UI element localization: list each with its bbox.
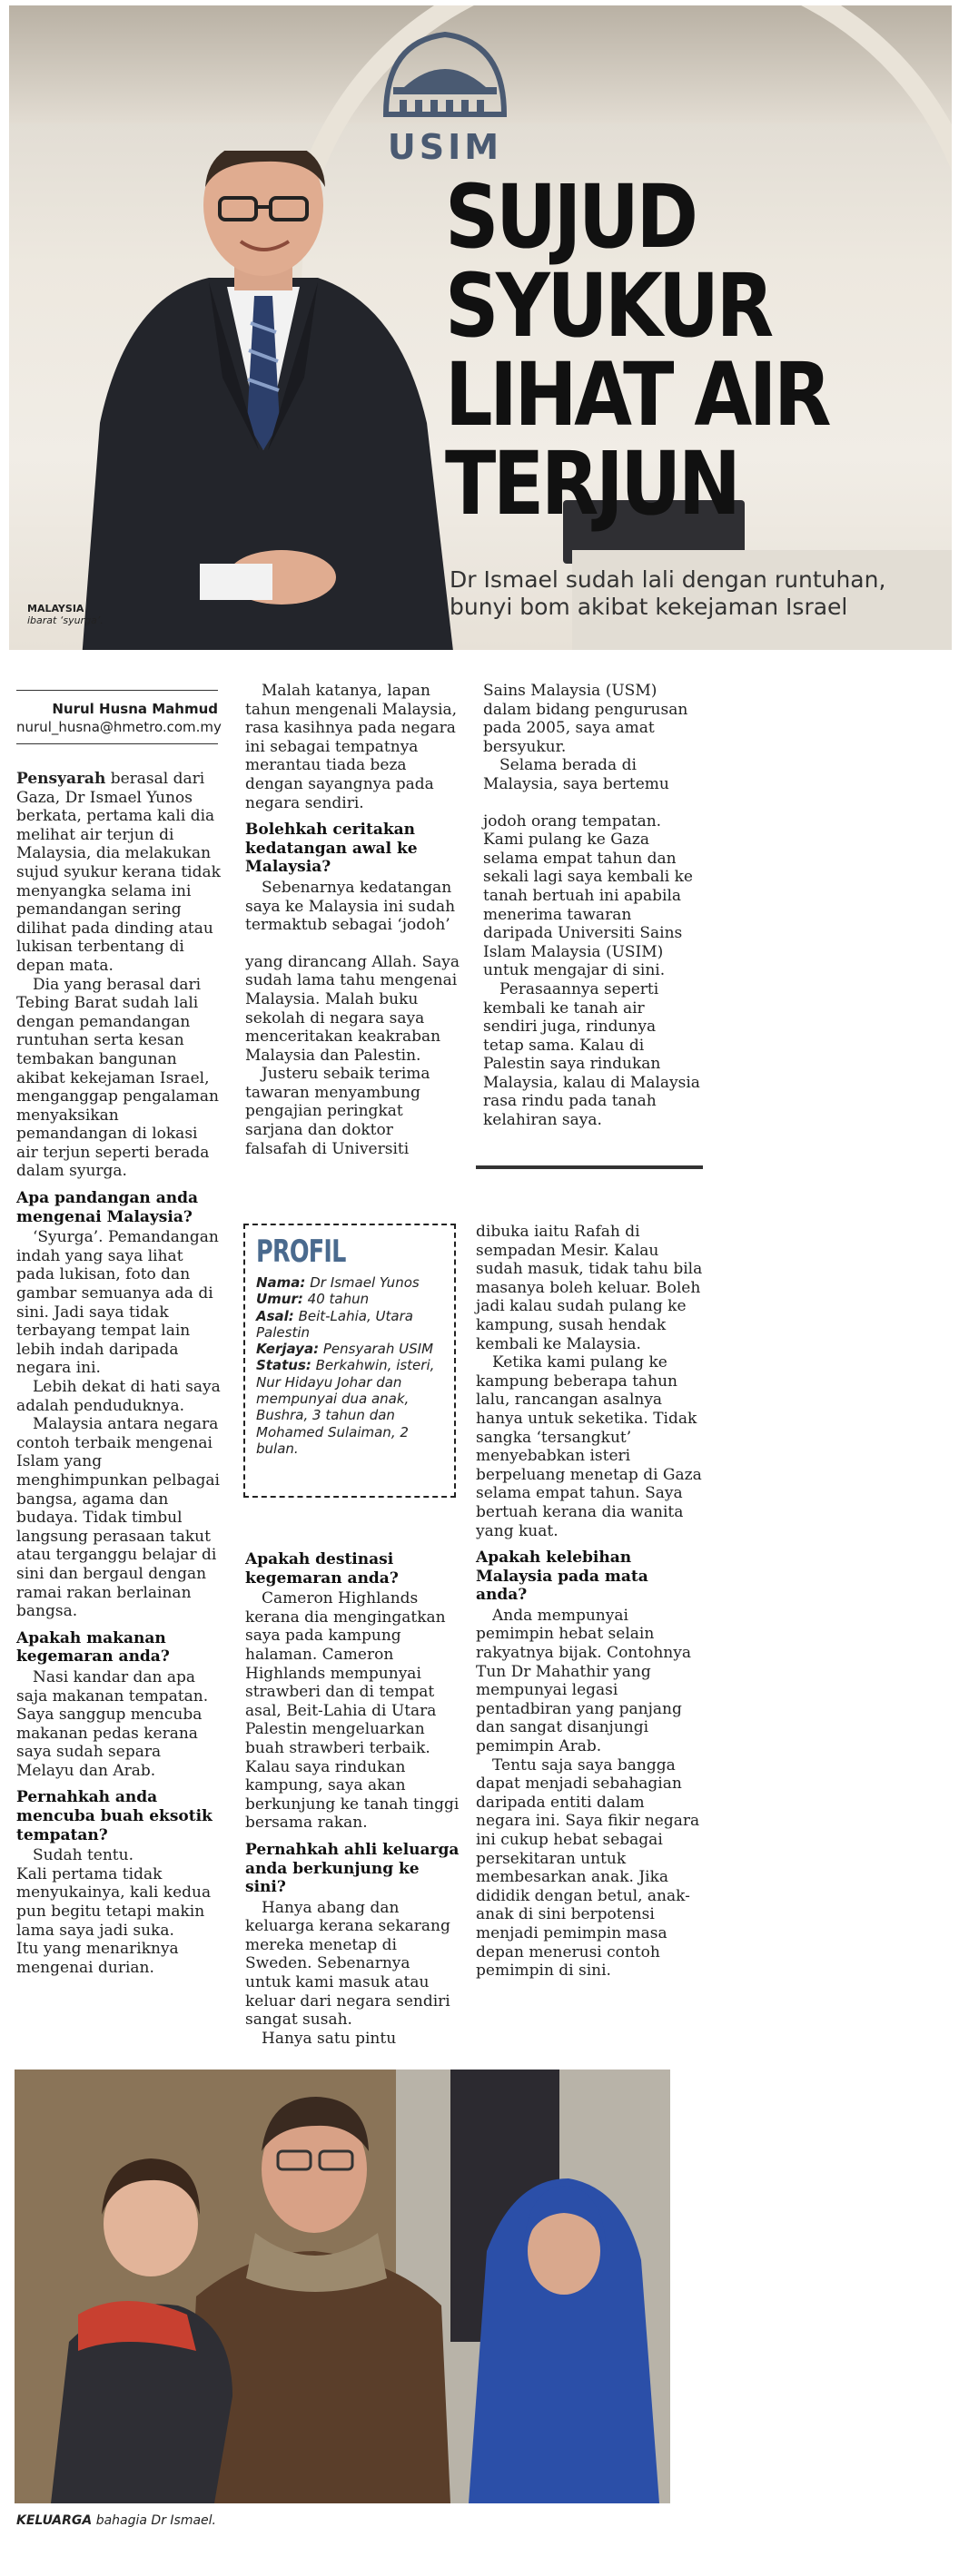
usim-dome-icon — [377, 24, 513, 123]
profile-label: Asal: — [256, 1307, 294, 1324]
profile-row — [256, 1291, 443, 1307]
question-heading: Apakah kelebihan Malaysia pada mata anda? — [476, 1549, 648, 1605]
byline-author: Nurul Husna Mahmud — [52, 701, 218, 717]
paragraph: Sebenarnya kedatangan saya ke Malaysia ini sudah termaktub sebagai ‘jodoh’ — [245, 878, 456, 935]
hero-caption-bold: MALAYSIA — [27, 603, 84, 615]
question-heading: Bolehkah ceritakan kedatangan awal ke Malaysia? — [245, 821, 418, 877]
headline — [445, 166, 883, 535]
usim-logo — [372, 24, 518, 167]
profile-label: Nama: — [256, 1274, 306, 1291]
profile-label: Kerjaya: — [256, 1341, 320, 1358]
paragraph: Lebih dekat di hati saya adalah penduduknya. — [16, 1378, 221, 1415]
headline-line-3: TERJUN — [445, 433, 738, 535]
profile-row — [256, 1341, 443, 1357]
paragraph-text: berasal dari Gaza, Dr Ismael Yunos berkata, pertama kali dia melihat air terjun di Malaysia, dia melakukan sujud syukur kerana tidak menyangka selama ini pemandangan sering dilihat pada dinding atau lukisan terbentang di depan mata. — [16, 770, 221, 975]
paragraph: Anda mempunyai pemimpin hebat selain rakyatnya bijak. Contohnya Tun Dr Mahathir yang mempunyai legasi pentadbiran yang panjang dan sangat disanjungi pemimpin Arab. — [476, 1606, 691, 1756]
headline-line-2: LIHAT AIR — [445, 344, 829, 446]
hero-caption-rest: ibarat ‘syurga’. — [27, 615, 104, 626]
profile-value: Beit-Lahia, Utara Palestin — [256, 1307, 413, 1341]
paragraph: Kali pertama tidak menyukainya, kali kedua pun begitu tetapi makin lama saya jadi suka. — [16, 1864, 212, 1940]
usim-logo-text: USIM — [387, 127, 503, 167]
article-column-2-bottom — [245, 1550, 460, 2048]
family-photo-caption — [16, 2512, 561, 2529]
hero-caption — [27, 603, 127, 626]
paragraph: Malaysia antara negara contoh terbaik mengenai Islam yang menghimpunkan pelbagai bangsa, agama dan budaya. Tidak timbul langsung perasaan takut atau terganggu belajar di sini dan bergaul dengan ramai rakan berlainan bangsa. — [16, 1415, 220, 1621]
caption-bold: KELUARGA — [16, 2513, 93, 2528]
profile-row — [256, 1357, 443, 1457]
profile-value: Berkahwin, isteri, Nur Hidayu Johar dan mempunyai dua anak, Bushra, 3 tahun dan Mohamed Sulaiman, 2 bulan. — [256, 1357, 435, 1457]
paragraph: Tentu saja saya bangga dapat menjadi sebahagian daripada entiti dalam negara ini. Saya fikir negara ini cukup hebat sebagai persekitaran untuk membesarkan anak. Jika dididik dengan betul, anak-anak di sini berpotensi menjadi pemimpin masa depan menerusi contoh pemimpin di sini. — [476, 1755, 700, 1981]
profile-value: Pensyarah USIM — [319, 1341, 434, 1358]
profile-label: Status: — [256, 1357, 311, 1374]
profile-title: PROFIL — [256, 1234, 346, 1270]
paragraph: Sudah tentu. — [33, 1846, 133, 1865]
portrait-man — [73, 151, 454, 650]
paragraph: yang dirancang Allah. Saya sudah lama tahu mengenai Malaysia. Malah buku sekolah di negara saya menceritakan keakraban Malaysia dan Palestin. — [245, 952, 460, 1065]
subheadline: Dr Ismael sudah lali dengan runtuhan, bunyi bom akibat kekejaman Israel — [450, 566, 886, 620]
paragraph: Selama berada di Malaysia, saya bertemu — [483, 756, 669, 793]
profile-box — [243, 1224, 456, 1498]
paragraph: Sains Malaysia (USM) dalam bidang pengurusan pada 2005, saya amat bersyukur. — [483, 682, 688, 756]
article-column-3-bottom — [476, 1223, 703, 1981]
lead-word: Pensyarah — [16, 770, 106, 788]
paragraph: Dia yang berasal dari Tebing Barat sudah lali dengan pemandangan runtuhan serta kesan tembakan bangunan akibat kekejaman Israel, menganggap pengalaman menyaksikan pemandangan di lokasi air terjun seperti berada dalam syurga. — [16, 975, 219, 1181]
paragraph: Hanya satu pintu — [262, 2029, 397, 2048]
paragraph: ‘Syurga’. Pemandangan indah yang saya lihat pada lukisan, foto dan gambar semuanya ada di sini. Jadi saya tidak terbayang tempat lain lebih indah daripada negara ini. — [16, 1228, 219, 1378]
profile-value: Dr Ismael Yunos — [305, 1274, 420, 1291]
byline-email[interactable]: nurul_husna@hmetro.com.my — [16, 719, 222, 735]
paragraph: Ketika kami pulang ke kampung beberapa tahun lalu, rancangan asalnya hanya untuk seketika. Tidak sangka ‘tersangkut’ menyebabkan isteri berpeluang menetap di Gaza selama empat tahun. Saya bertuah kerana dia wanita yang kuat. — [476, 1353, 702, 1540]
paragraph: jodoh orang tempatan. Kami pulang ke Gaza selama empat tahun dan sekali lagi saya kembali ke tanah bertuah ini apabila menerima tawaran daripada Universiti Sains Islam Malaysia (USIM) untuk mengajar di sini. — [483, 811, 693, 980]
paragraph: Cameron Highlands kerana dia mengingatkan saya pada kampung halaman. Cameron Highlands mempunyai strawberi dan di tempat asal, Beit-Lahia di Utara Palestin mengeluarkan buah strawberi terbaik. Kalau saya rindukan kampung, saya akan berkunjung ke tanah tinggi bersama rakan. — [245, 1589, 460, 1833]
question-heading: Apakah destinasi kegemaran anda? — [245, 1550, 399, 1588]
paragraph: Nasi kandar dan apa saja makanan tempatan. Saya sanggup mencuba makanan pedas kerana saya sudah separa Melayu dan Arab. — [16, 1667, 209, 1780]
question-heading: Apakah makanan kegemaran anda? — [16, 1628, 170, 1667]
article-column-1 — [16, 770, 223, 1977]
byline — [16, 690, 222, 744]
caption-rest: bahagia Dr Ismael. — [92, 2513, 217, 2528]
article-column-3-top — [483, 682, 701, 1130]
question-heading: Pernahkah anda mencuba buah eksotik tempatan? — [16, 1788, 213, 1844]
family-photo-illustration — [15, 2070, 670, 2503]
profile-row — [256, 1308, 443, 1342]
paragraph — [16, 770, 223, 976]
paragraph: Hanya abang dan keluarga kerana sekarang mereka menetap di Sweden. Sebenarnya untuk kami masuk atau keluar dari negara sendiri sangat susah. — [245, 1898, 450, 2030]
profile-row — [256, 1274, 443, 1291]
article-column-2-top — [245, 682, 460, 1158]
paragraph: Itu yang menariknya mengenai durian. — [16, 1940, 179, 1977]
headline-line-1: SUJUD SYUKUR — [445, 166, 771, 357]
profile-value: 40 tahun — [302, 1291, 370, 1308]
paragraph: Perasaannya seperti kembali ke tanah air sendiri juga, rindunya tetap sama. Kalau di Palestin saya rindukan Malaysia, kalau di Malaysia rasa rindu pada tanah kelahiran saya. — [483, 979, 700, 1130]
profile-label: Umur: — [256, 1291, 303, 1308]
paragraph: Justeru sebaik terima tawaran menyambung pengajian peringkat sarjana dan doktor falsafah di Universiti — [245, 1065, 430, 1158]
question-heading: Apa pandangan anda mengenai Malaysia? — [16, 1189, 198, 1226]
paragraph: Malah katanya, lapan tahun mengenali Malaysia, rasa kasihnya pada negara ini sebagai tempatnya merantau tiada beza dengan sayangnya pada negara sendiri. — [245, 682, 458, 812]
paragraph: dibuka iaitu Rafah di sempadan Mesir. Kalau sudah masuk, tidak tahu bila masanya boleh keluar. Boleh jadi kalau sudah pulang ke kampung, susah hendak kembali ke Malaysia. — [476, 1223, 703, 1353]
family-photo — [15, 2070, 670, 2503]
column-divider — [476, 1165, 703, 1169]
question-heading: Pernahkah ahli keluarga anda berkunjung ke sini? — [245, 1840, 460, 1897]
